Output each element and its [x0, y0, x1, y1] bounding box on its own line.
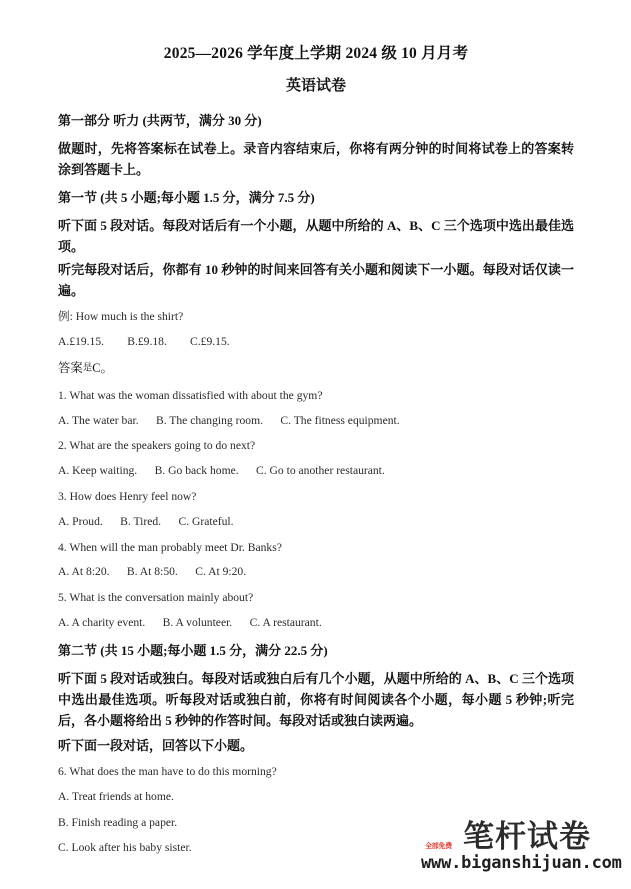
document-body	[58, 44, 574, 866]
question-prompt: 5. What is the conversation mainly about?	[58, 591, 254, 605]
example-answer-letter: C。	[92, 360, 113, 375]
question-option: B. Finish reading a paper.	[58, 815, 178, 829]
question-prompt: 2. What are the speakers going to do next?	[58, 439, 256, 453]
watermark-url: www.biganshijuan.com	[421, 853, 622, 874]
question-options: A. Keep waiting. B. Go back home. C. Go to another restaurant.	[58, 464, 385, 478]
page-title: 2025—2026 学年度上学期 2024 级 10 月月考	[163, 45, 469, 62]
question-prompt: 1. What was the woman dissatisfied with about the gym?	[58, 388, 323, 402]
example-answer-prefix: 答案	[58, 360, 83, 375]
watermark-free-badge: 全部免费	[425, 842, 452, 851]
section-one-instruction-line-1: 听下面 5 段对话。每段对话后有一个小题，从题中所给的 A、B、C 三个选项中选出最佳选项。	[58, 218, 574, 255]
watermark-logo	[421, 818, 622, 874]
section-two-heading: 第二节 (共 15 小题;每小题 1.5 分，满分 22.5 分)	[58, 642, 328, 658]
section-two-instruction: 听下面 5 段对话或独白。每段对话或独白后有几个小题，从题中所给的 A、B、C 三个选项中选出最佳选项。听每段对话或独白前，你将有时间阅读各个小题，每小题 5 秒钟;听完后，各小题将给出 5 秒钟的作答时间。每段对话或独白读两遍。	[58, 670, 574, 728]
part-one-heading: 第一部分 听力 (共两节，满分 30 分)	[58, 112, 262, 128]
watermark-brand-text: 笔杆试卷	[463, 818, 591, 855]
example-question: 例: How much is the shirt?	[58, 310, 184, 324]
question-prompt: 4. When will the man probably meet Dr. Banks?	[58, 540, 282, 554]
question-option: A. Treat friends at home.	[58, 789, 174, 803]
section-one-heading: 第一节 (共 5 小题;每小题 1.5 分，满分 7.5 分)	[58, 189, 315, 205]
question-option: C. Look after his baby sister.	[58, 841, 192, 855]
example-options: A.£19.15. B.£9.18. C.£9.15.	[58, 335, 230, 348]
watermark-brand-row	[421, 818, 617, 855]
page-subtitle: 英语试卷	[285, 78, 346, 95]
question-options: A. Proud. B. Tired. C. Grateful.	[58, 514, 234, 528]
example-answer-shi: 是	[82, 363, 93, 374]
question-prompt: 3. How does Henry feel now?	[58, 489, 197, 503]
question-options: A. The water bar. B. The changing room. C. The fitness equipment.	[58, 413, 400, 427]
section-two-dialogue-lead: 听下面一段对话，回答以下小题。	[58, 738, 254, 754]
section-one-instruction-line-2: 听完每段对话后，你都有 10 秒钟的时间来回答有关小题和阅读下一小题。每段对话仅读一遍。	[58, 262, 574, 299]
example-answer	[58, 360, 574, 378]
part-one-instruction: 做题时，先将答案标在试卷上。录音内容结束后，你将有两分钟的时间将试卷上的答案转涂到答题卡上。	[58, 140, 574, 177]
question-options: A. At 8:20. B. At 8:50. C. At 9:20.	[58, 565, 247, 579]
question-options: A. A charity event. B. A volunteer. C. A restaurant.	[58, 615, 322, 629]
question-prompt: 6. What does the man have to do this morning?	[58, 765, 277, 779]
